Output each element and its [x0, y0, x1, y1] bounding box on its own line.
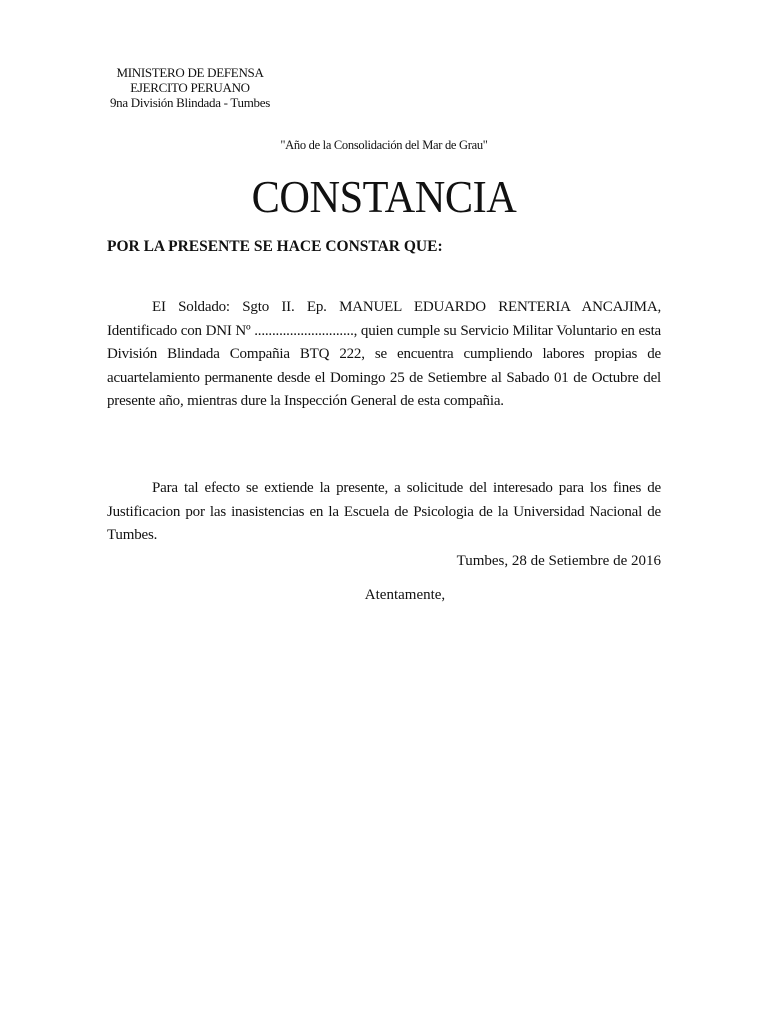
document-date: Tumbes, 28 de Setiembre de 2016 [456, 553, 661, 569]
letterhead-army: EJERCITO PERUANO [130, 80, 250, 95]
document-title: CONSTANCIA [251, 171, 517, 222]
body-paragraph-1: EI Soldado: Sgto II. Ep. MANUEL EDUARDO RENTERIA ANCAJIMA, Identificado con DNI Nº ............................, quien cumple su Servicio Militar Voluntario en esta División Blindada Compañia BTQ 222, se encuentra cumpliendo labores propias de acuartelamiento permanente desde el Domingo 25 de Setiembre al Sabado 01 de Octubre del presente año, mientras dure la Inspección General de esta compañia. [107, 299, 661, 409]
body-paragraph-2: Para tal efecto se extiende la presente, a solicitude del interesado para los fines de Justificacion por las inasistencias en la Escuela de Psicologia de la Universidad Nacional de Tumbes. [107, 480, 661, 543]
letterhead [96, 65, 284, 110]
letterhead-ministry: MINISTERO DE DEFENSA [116, 65, 264, 80]
letterhead-division: 9na División Blindada - Tumbes [109, 95, 270, 110]
intro-statement: POR LA PRESENTE SE HACE CONSTAR QUE: [107, 238, 443, 255]
year-motto: "Año de la Consolidación del Mar de Grau" [280, 138, 488, 152]
closing-salutation: Atentamente, [364, 587, 446, 603]
